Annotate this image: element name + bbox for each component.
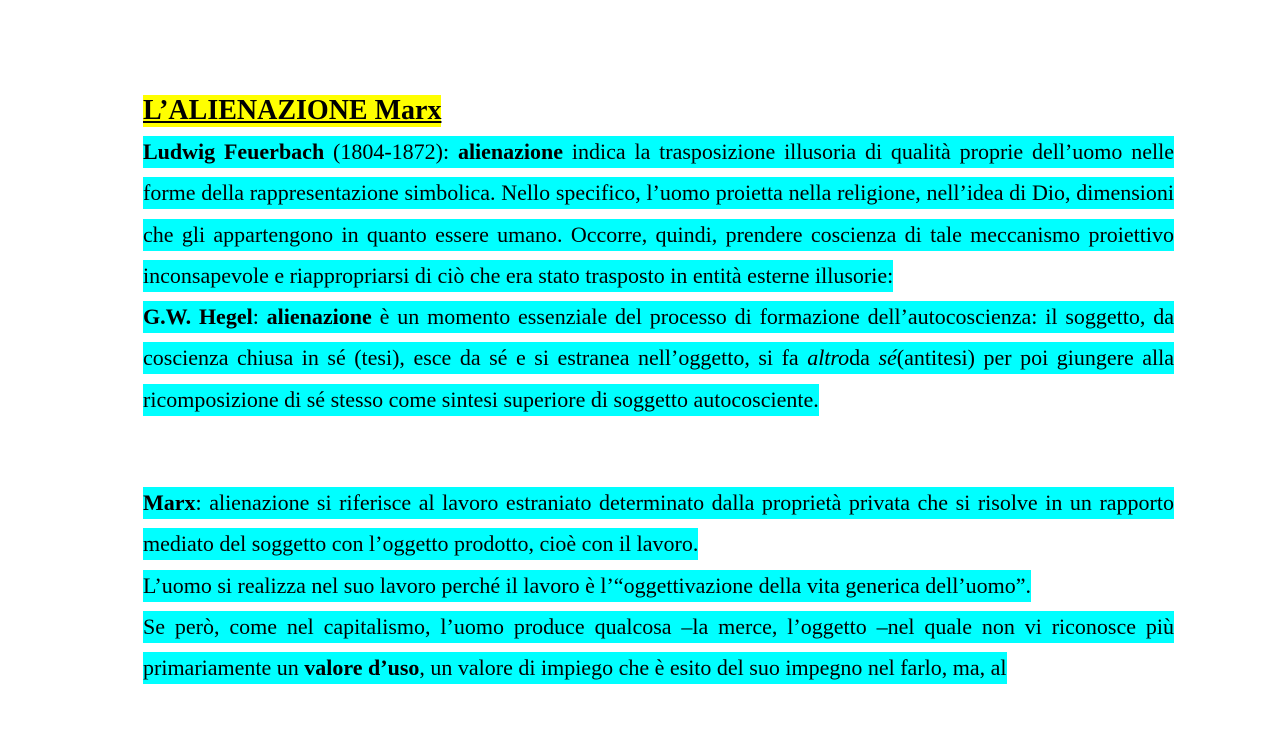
hegel-term: alienazione — [266, 304, 372, 330]
capitalismo-text-1: Se però, come nel capitalismo, l’uomo produce qualcosa –la merce, l’oggetto –nel quale non vi riconosce più primariamente un — [143, 613, 1174, 681]
feuerbach-name: Ludwig Feuerbach — [143, 139, 325, 164]
hegel-altro: altro — [807, 345, 850, 371]
paragraph-lavoro — [143, 565, 1174, 606]
hegel-da: da — [849, 345, 879, 371]
hegel-name: G.W. Hegel — [143, 304, 253, 330]
hegel-highlight — [143, 301, 1174, 416]
title-text: L’ALIENAZIONE Marx — [143, 95, 442, 126]
paragraph-marx — [143, 482, 1174, 565]
capitalismo-text-2: , un valore di impiego che è esito del suo impegno nel farlo, ma, al — [419, 655, 1007, 681]
capitalismo-highlight — [143, 611, 1174, 684]
paragraph-feuerbach — [143, 131, 1174, 296]
hegel-text-1: è un momento essenziale del processo di formazione dell’autocoscienza: il soggetto, da coscienza chiusa in sé (tesi), esce da sé e si estranea nell’oggetto, si fa — [143, 304, 1174, 371]
paragraph-hegel — [143, 296, 1174, 420]
feuerbach-text: indica la trasposizione illusoria di qualità proprie dell’uomo nelle forme della rappresentazione simbolica. Nello specifico, l’uomo proietta nella religione, nell’idea di Dio, dimensioni che gli appartengono in quanto essere umano. Occorre, quindi, prendere coscienza di tale meccanismo proiettivo inconsapevole e riappropriarsi di ciò che era stato trasposto in entità esterne illusorie: — [143, 139, 1174, 288]
marx-text: : alienazione si riferisce al lavoro estraniato determinato dalla proprietà privata che si risolve in un rapporto mediato del soggetto con l’oggetto prodotto, cioè con il lavoro. — [143, 490, 1174, 557]
feuerbach-dates: (1804-1872): — [324, 139, 458, 164]
document-content — [143, 90, 1174, 689]
capitalismo-term: valore d’uso — [304, 655, 420, 681]
page-title — [143, 90, 1174, 131]
hegel-se: sé — [878, 345, 897, 371]
hegel-text-2: (antitesi) per poi giungere alla ricomposizione di sé stesso come sintesi superiore di soggetto autocosciente. — [143, 345, 1175, 412]
hegel-colon: : — [252, 304, 267, 330]
marx-highlight — [143, 487, 1174, 560]
paragraph-capitalismo — [143, 606, 1174, 689]
feuerbach-highlight — [143, 136, 1174, 292]
feuerbach-term: alienazione — [457, 139, 564, 164]
marx-name: Marx — [143, 490, 196, 516]
lavoro-text: L’uomo si realizza nel suo lavoro perché il lavoro è l’“oggettivazione della vita generica dell’uomo”. — [143, 570, 1031, 602]
paragraph-spacer — [143, 420, 1174, 482]
